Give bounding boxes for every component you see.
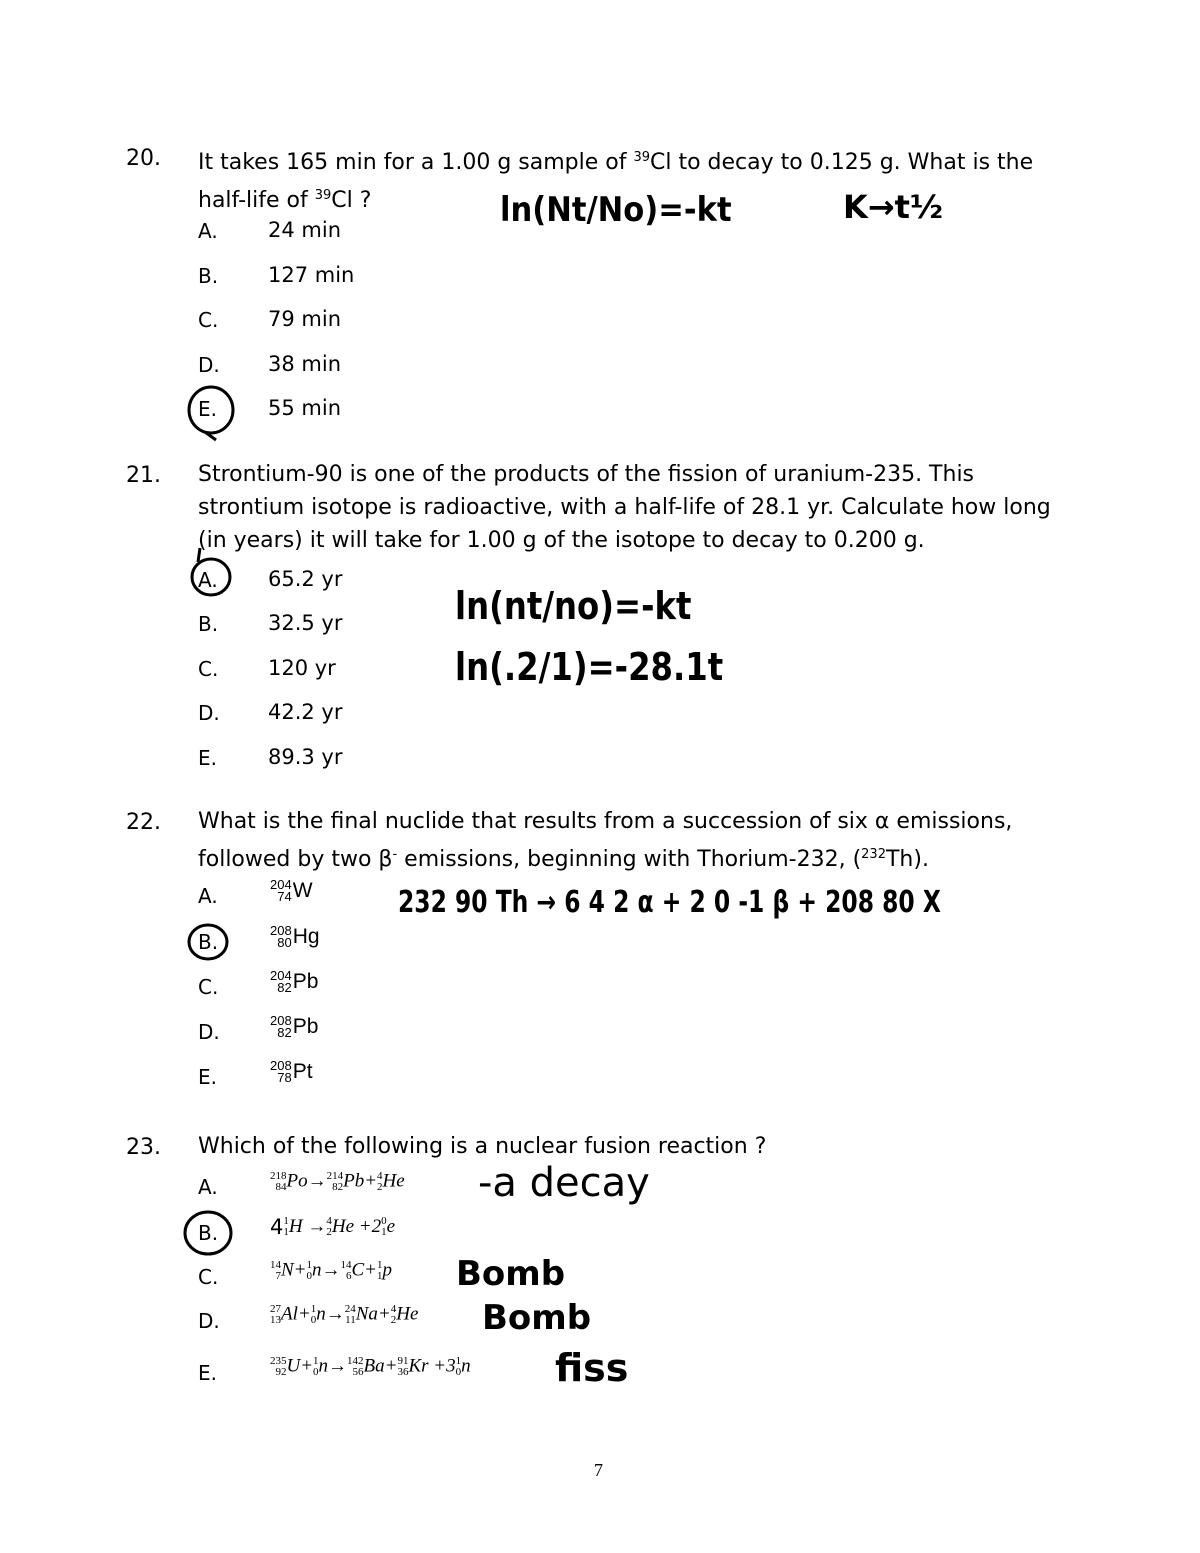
- q21-option-d-letter: D.: [198, 701, 220, 725]
- q20-sup2: 39: [314, 188, 332, 203]
- q21-option-e-letter: E.: [198, 746, 217, 770]
- q23-option-c-equation: 14 7 N+ 1 0 n→ 14 6 C+ 1 1 p: [270, 1258, 392, 1282]
- q22-line2c: Th).: [885, 847, 929, 872]
- q22-option-c-nuclide: [270, 970, 318, 994]
- mass-number: 204: [270, 877, 292, 892]
- element-symbol: Pt: [292, 1060, 313, 1083]
- mass-number: 208: [270, 1058, 292, 1073]
- q20-answer-circle-tail: [205, 432, 216, 440]
- q20-option-e-value: 55 min: [268, 396, 341, 420]
- q22-option-d-nuclide: [270, 1015, 318, 1039]
- q21-option-d-value: 42.2 yr: [268, 700, 343, 724]
- hw-q21-calc: ln(.2/1)=-28.1t: [455, 645, 724, 689]
- q21-option-a-letter: A.: [198, 568, 218, 592]
- hw-q23-c-note: Bomb: [456, 1254, 566, 1294]
- q21-option-c-letter: C.: [198, 657, 219, 681]
- atomic-number: 74: [277, 889, 292, 904]
- q22-option-d-letter: D.: [198, 1020, 220, 1044]
- element-symbol: Pb: [292, 970, 319, 993]
- hw-q23-a-note: -a decay: [478, 1160, 650, 1206]
- hw-q20-formula: ln(Nt/No)=-kt: [500, 190, 732, 230]
- q21-option-b-value: 32.5 yr: [268, 611, 343, 635]
- q21-option-a-value: 65.2 yr: [268, 567, 343, 591]
- q20-option-c-value: 79 min: [268, 307, 341, 331]
- q22-line2b: emissions, beginning with Thorium-232, (: [397, 847, 862, 872]
- q22-option-e-letter: E.: [198, 1065, 217, 1089]
- q22-line2-sup: -: [392, 847, 398, 862]
- q20-option-d-letter: D.: [198, 353, 220, 377]
- q23-option-a-equation: 218 84 Po→ 214 82 Pb+ 4 2 He: [270, 1169, 405, 1193]
- q20-option-b-letter: B.: [198, 264, 219, 288]
- q23-option-b-letter: B.: [198, 1221, 219, 1245]
- atomic-number: 80: [277, 935, 292, 950]
- q23-option-a-letter: A.: [198, 1175, 218, 1199]
- mass-number: 208: [270, 1013, 292, 1028]
- question-22-text: [198, 805, 1098, 876]
- question-22-number: 22.: [126, 810, 161, 835]
- q22-option-c-letter: C.: [198, 975, 219, 999]
- q21-line2: strontium isotope is radioactive, with a half-life of 28.1 yr. Calculate how long: [198, 495, 1051, 520]
- hw-q20-k-to-thalf: K→t½: [843, 188, 944, 226]
- q22-line2-sup2: 232: [861, 847, 886, 862]
- q22-option-e-nuclide: [270, 1060, 313, 1084]
- q21-option-b-letter: B.: [198, 612, 219, 636]
- q20-option-a-value: 24 min: [268, 218, 341, 242]
- q23-option-b-equation: 4 1 1 H → 4 2 He +2 0 1 e: [270, 1215, 396, 1239]
- q23-option-e-equation: 235 92 U+ 1 0 n→ 142 56 Ba+ 91 36 Kr +3 1 0 n: [270, 1354, 471, 1378]
- q20-option-c-letter: C.: [198, 308, 219, 332]
- element-symbol: W: [292, 879, 313, 902]
- q22-option-a-letter: A.: [198, 884, 218, 908]
- mass-number: 208: [270, 923, 292, 938]
- atomic-number: 82: [277, 980, 292, 995]
- q21-line3: (in years) it will take for 1.00 g of the isotope to decay to 0.200 g.: [198, 528, 925, 553]
- q23-line1: Which of the following is a nuclear fusion reaction ?: [198, 1134, 767, 1159]
- q23-option-c-letter: C.: [198, 1265, 219, 1289]
- q23-option-d-letter: D.: [198, 1309, 220, 1333]
- q20-line1a: It takes 165 min for a 1.00 g sample of: [198, 150, 627, 175]
- q20-line2a: half-life of: [198, 188, 308, 213]
- question-21-number: 21.: [126, 463, 161, 488]
- question-20-number: 20.: [126, 146, 161, 171]
- question-23-number: 23.: [126, 1135, 161, 1160]
- q22-option-a-nuclide: [270, 879, 313, 903]
- q22-option-b-letter: B.: [198, 930, 219, 954]
- hw-q22-equation: 232 90 Th → 6 4 2 α + 2 0 -1 β + 208 80 X: [398, 885, 941, 920]
- q20-option-b-value: 127 min: [268, 263, 355, 287]
- q23-option-d-equation: 27 13 Al+ 1 0 n→ 24 11 Na+ 4 2 He: [270, 1302, 419, 1326]
- q23-option-e-letter: E.: [198, 1361, 217, 1385]
- q20-option-d-value: 38 min: [268, 352, 341, 376]
- q22-option-b-nuclide: [270, 925, 320, 949]
- hw-q23-d-note: Bomb: [482, 1298, 592, 1338]
- q21-line1: Strontium-90 is one of the products of the fission of uranium-235. This: [198, 462, 975, 487]
- mass-number: 204: [270, 968, 292, 983]
- q20-option-a-letter: A.: [198, 219, 218, 243]
- atomic-number: 78: [277, 1070, 292, 1085]
- q21-option-c-value: 120 yr: [268, 656, 336, 680]
- element-symbol: Hg: [292, 925, 320, 948]
- page-number: 7: [594, 1460, 603, 1480]
- q20-line2b: Cl ?: [331, 188, 372, 213]
- hw-q23-e-note: fiss: [555, 1346, 629, 1390]
- q20-line1b: Cl to decay to 0.125 g. What is the: [650, 150, 1034, 175]
- question-23-text: [198, 1130, 1098, 1163]
- q20-sup1: 39: [633, 150, 651, 165]
- hw-q21-formula: ln(nt/no)=-kt: [455, 584, 692, 628]
- element-symbol: Pb: [292, 1015, 319, 1038]
- question-21-text: [198, 458, 1098, 557]
- q22-line1: What is the final nuclide that results from a succession of six α emissions,: [198, 809, 1013, 834]
- q20-option-e-letter: E.: [198, 397, 217, 421]
- atomic-number: 82: [277, 1025, 292, 1040]
- q22-line2a: followed by two β: [198, 847, 393, 872]
- q21-option-e-value: 89.3 yr: [268, 745, 343, 769]
